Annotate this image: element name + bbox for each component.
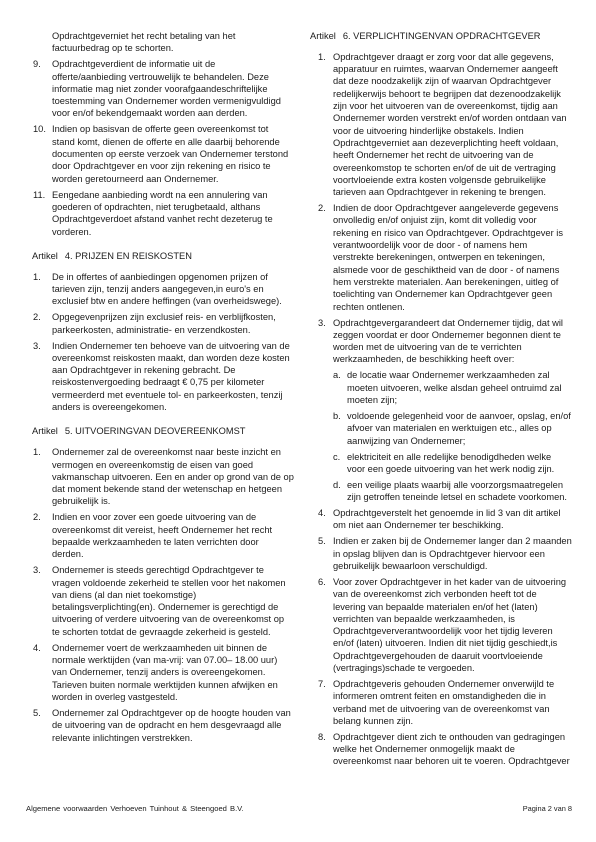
sub-clause-body [347, 479, 574, 504]
clause-item [33, 189, 298, 238]
clause-text-line: reiskostenvergoeding bedraagt € 0,75 per kilometer [52, 377, 265, 388]
article-label: Artikel [310, 31, 336, 41]
article-title: 4. PRIJZEN EN REISKOSTEN [64, 250, 192, 261]
clause-text-line: anders is overeengekomen. [52, 402, 167, 413]
sub-clause-item [333, 451, 574, 476]
clause-text-line: tarieven aan Opdrachtgever in rekening te brengen. [333, 187, 546, 198]
sub-clause-letter: a. [333, 370, 341, 381]
article-title: 5. UITVOERINGVAN DEOVEREENKOMST [64, 426, 246, 437]
clause-text-line: welke het Ondernemer onmogelijk maakt de [333, 744, 515, 755]
sub-clause-body [347, 410, 574, 447]
clause-text-line: tarieven zijn, tenzij anders aangegeven,in euro's en [52, 284, 264, 294]
clause-body [333, 51, 574, 199]
clause-number: 3. [33, 340, 41, 351]
clause-text-line: Opdrachtgeverstelt het genoemde in lid 3 van dit artikel [333, 508, 561, 519]
clause-continuation [33, 30, 298, 55]
clause-text-line: documenten op eerste verzoek van Ondernemer terstond [52, 149, 289, 160]
clause-number: 2. [318, 203, 326, 214]
clause-item [33, 123, 298, 184]
clause-text-line: toelichting van Ondernemer kan Opdrachtgever geen [333, 289, 553, 300]
clause-text-line: hem verstrekte materialen. Aan berekeningen, uitleg of [333, 276, 559, 287]
clause-number: 5. [33, 707, 41, 718]
clause-item [33, 511, 298, 560]
clause-text-line: overeenkomstop te schorten en/of de uit de vertraging [333, 162, 556, 173]
footer-document-title: Algemene voorwaarden Verhoeven Tuinhout & Steengoed B.V. [26, 804, 244, 813]
clause-body [333, 535, 574, 572]
clause-number: 3. [318, 317, 326, 328]
clause-text-line: Opdrachtgevergarandeert dat Ondernemer tijdig, dat wil [333, 317, 563, 328]
clause-item [33, 311, 298, 336]
clause-text-line: Opdrachtgeverdoet afstand vanhet recht dezeterug te [52, 214, 273, 225]
sub-clause-text-line: moeten uitvoeren, welke alsdan geheel ontruimd zal [347, 382, 562, 393]
clause-text-line: aan Opdrachtgever in rekening gebracht. De [52, 365, 236, 376]
clause-text-line: Opdrachtgeverdient de informatie uit de [52, 59, 216, 70]
clause-text-line: normale werktijden (van ma-vrij: van 07.00– 18.00 uur) [52, 655, 278, 666]
clause-text-line: vorderen. [52, 226, 92, 237]
clause-body [333, 317, 574, 504]
clause-text-line: voor en/of bekendgemaakt worden aan derden. [52, 108, 248, 119]
clause-text-line: Eengedane aanbieding wordt na een annulering van [52, 189, 268, 200]
clause-body [52, 30, 298, 55]
sub-clause-body [347, 451, 574, 476]
clause-text-line: in opslag blijven dan is Opdrachtgever hiervoor een [333, 548, 545, 559]
sub-clause-text-line: elektriciteit en alle redelijke benodigdheden welke [347, 451, 552, 462]
sub-clause-text-line: moeten zijn; [347, 394, 398, 405]
clause-text-line: heeft Ondernemer het recht de uitvoering van de [333, 150, 534, 161]
clause-text-line: Indien Ondernemer ten behoeve van de uitvoering van de [52, 340, 290, 351]
clause-text-line: alsmede voor de geschiktheid van de door - of namens [333, 264, 560, 275]
sub-clause-item [333, 410, 574, 447]
clause-text-line: verrichten van bepaalde werkzaamheden, is [333, 613, 515, 624]
clause-item [33, 340, 298, 414]
sub-clause-letter: b. [333, 410, 341, 421]
clause-text-line: vermeerderd met eventuele tol- en parkeerkosten, tenzij [52, 389, 283, 400]
sub-clause-text-line: voor een goede uitvoering van het werk nodig zijn. [347, 463, 555, 474]
clause-text-line: relevante inlichtingen verstrekken. [52, 732, 193, 743]
clause-number: 1. [318, 51, 326, 62]
clause-number: 4. [33, 642, 41, 653]
clause-text-line: verstrekte berekeningen, ontwerpen en tekeningen, [333, 252, 545, 263]
clause-text-line: door Opdrachtgever en voor zijn rekening en risico te [52, 161, 271, 172]
clause-text-line: vermogen en overeenkomstig de eisen van goed [52, 459, 254, 470]
clause-text-line: Ondernemer worden verstrekt en/of worden ontdaan van [333, 113, 567, 124]
clause-body [52, 511, 298, 560]
clause-text-line: parkeerkosten, administratie- en verzendkosten. [52, 324, 251, 335]
article-label: Artikel [32, 426, 58, 437]
article-label: Artikel [32, 250, 58, 261]
left-text-column [33, 30, 298, 744]
sub-clause-text-line: een veilige plaats waarbij alle voorzorgsmaatregelen [347, 479, 564, 490]
clause-item [318, 202, 574, 313]
clause-text-line: Opdrachtgevergehouden de daaruit voortvloeiende [333, 650, 543, 661]
clause-text-line: redelijkerwijs behoort te begrijpen dat dezenoodzakelijk [333, 88, 561, 99]
clause-text-line: Indien de door Opdrachtgever aangeleverde gegevens [333, 203, 559, 214]
clause-text-line: Opdrachtgeverniet het recht betaling van het [52, 31, 236, 41]
clause-text-line: vragen voldoende zekerheid te stellen voor het nakomen [52, 577, 286, 588]
clause-text-line: van diens (al dan niet toekomstige) [52, 589, 197, 600]
clause-text-line: voor de uitvoering hinderlijke obstakels. Indien [333, 125, 524, 136]
sub-clause-letter: c. [333, 451, 341, 462]
clause-text-line: Opdrachtgever dient zich te onthouden van gedragingen [333, 731, 566, 742]
clause-text-line: verband met de uitvoering van de overeenkomst van [333, 703, 550, 714]
clause-item [33, 446, 298, 507]
clause-item [318, 317, 574, 504]
clause-number: 9. [33, 59, 41, 70]
clause-text-line: voortvloeiende extra kosten volgensde gebruikelijke [333, 174, 546, 185]
clause-text-line: Opdrachtgeverniet aan dezeverplichting heeft voldaan, [333, 137, 559, 148]
clause-text-line: informatie mag niet zonder voorafgaandeschriftelijke [52, 83, 268, 94]
sub-clause-text-line: voldoende gelegenheid voor de aanvoer, opslag, en/of [347, 410, 571, 421]
clause-text-line: dat moment bekende stand der wetenschap en hetgeen [52, 484, 283, 495]
clause-body [52, 311, 298, 336]
sub-clause-body [347, 369, 574, 406]
clause-body [52, 123, 298, 184]
clause-body [333, 731, 574, 768]
right-text-column [310, 30, 574, 768]
clause-body [52, 707, 298, 744]
clause-text-line: Tarieven buiten normale werktijden kunnen afwijken en [52, 679, 278, 690]
clause-text-line: verantwoordelijk voor de door - of namens hem [333, 240, 528, 251]
clause-number: 7. [318, 679, 326, 690]
clause-text-line: Ondernemer is steeds gerechtigd Opdrachtgever te [52, 565, 264, 576]
sub-clause-text-line: zijn getroffen teneinde letsel en schadete voorkomen. [347, 492, 567, 503]
clause-body [333, 576, 574, 674]
clause-text-line: zeggen voordat er door Ondernemer begonnen dient te [333, 329, 561, 340]
clause-text-line: Ondernemer zal Opdrachtgever op de hoogte houden van [52, 707, 291, 718]
clause-body [52, 446, 298, 507]
clause-text-line: apparatuur en ruimtes, waarvan Ondernemer aangeeft [333, 64, 558, 75]
clause-number: 2. [33, 312, 41, 323]
clause-text-line: bepaalde werkzaamheden te laten verrichten door [52, 537, 259, 547]
clause-text-line: Indien op basisvan de offerte geen overeenkomst tot [52, 124, 269, 135]
clause-text-line: van Ondernemer, tenzij anders is overeengekomen. [52, 667, 266, 678]
clause-text-line: zijn voor het uitvoeren van de overeenkomst, tijdig aan [333, 101, 558, 112]
clause-text-line: offerte/aanbieding vertrouwelijk te behandelen. Deze [52, 71, 269, 82]
clause-text-line: gebruikelijk bewaarloon verschuldigd. [333, 560, 488, 571]
clause-item [318, 507, 574, 532]
clause-number: 1. [33, 271, 41, 282]
clause-body [52, 189, 298, 238]
clause-text-line: Indien er zaken bij de Ondernemer langer dan 2 maanden [333, 536, 572, 547]
clause-text-line: te schorten totdat de gevraagde zekerheid is gesteld. [52, 626, 271, 637]
sub-clause-text-line: aanwijzing van Ondernemer; [347, 435, 466, 446]
clause-text-line: stand komt, dienen de offerte en alle daarbij behorende [52, 136, 280, 147]
clause-text-line: gebruikelijk is. [52, 496, 111, 507]
clause-text-line: toestemming van Ondernemer worden vermenigvuldigd [52, 96, 281, 107]
sub-clause-letter: d. [333, 479, 341, 490]
article-heading [32, 250, 298, 262]
clause-text-line: rechten ontlenen. [333, 301, 405, 312]
clause-number: 6. [318, 576, 326, 587]
clause-text-line: de uitvoering van de opdracht en hem desgevraagd alle [52, 720, 282, 731]
clause-text-line: rekening en risico van Opdrachtgever. Opdrachtgever is [333, 227, 563, 238]
clause-text-line: overeenkomst reiskosten maakt, dan worden deze kosten [52, 352, 290, 363]
clause-text-line: uitvoering of verdere uitvoering van de overeenkomst op [52, 614, 285, 625]
clause-text-line: belang kunnen zijn. [333, 715, 414, 726]
clause-body [52, 340, 298, 414]
clause-text-line: vakmanschap uitvoeren. Een en ander op grond van de op [52, 471, 294, 482]
clause-text-line: werkzaamheden, de beschikking heeft over: [333, 354, 515, 365]
clause-number: 8. [318, 731, 326, 742]
sub-clause-item [333, 479, 574, 504]
clause-number: 3. [33, 565, 41, 576]
clause-text-line: overeenkomst naar behoren uit te voeren. Opdrachtgever [333, 756, 570, 767]
clause-item [318, 678, 574, 727]
clause-text-line: dat deze noodzakelijk zijn of waarvan Opdrachtgever [333, 76, 552, 87]
sub-clause-item [333, 369, 574, 406]
clause-text-line: goederen of opdrachten, niet terugbetaald, althans [52, 201, 261, 212]
clause-item [318, 731, 574, 768]
clause-number [33, 30, 52, 55]
clause-text-line: Opdrachtgeveris gehouden Ondernemer onverwijld te [333, 679, 555, 690]
clause-text-line: van de overeenkomst zich verbonden heeft tot de [333, 589, 537, 600]
article-heading [32, 425, 298, 437]
sub-clause-text-line: de locatie waar Ondernemer werkzaamheden zal [347, 370, 550, 381]
clause-text-line: exclusief btw en andere heffingen (van overheidswege). [52, 296, 282, 307]
clause-item [318, 535, 574, 572]
clause-text-line: om niet aan Ondernemer ter beschikking. [333, 520, 504, 531]
article-heading [310, 30, 574, 42]
clause-body [333, 507, 574, 532]
clause-item [33, 58, 298, 119]
clause-number: 5. [318, 536, 326, 547]
clause-item [33, 271, 298, 308]
clause-text-line: Opdrachtgeververantwoordelijk voor het tijdig leveren [333, 626, 553, 637]
clause-text-line: Ondernemer voert de werkzaamheden uit binnen de [52, 642, 267, 653]
clause-text-line: derden. [52, 549, 84, 560]
clause-text-line: overeenkomst dit vereist, heeft Ondernemer het recht [52, 524, 273, 535]
footer-page-number: Pagina 2 van 8 [522, 804, 572, 813]
clause-text-line: Voor zover Opdrachtgever in het kader van de uitvoering [333, 576, 567, 587]
clause-text-line: (vertragings)schade te vergoeden. [333, 663, 475, 674]
clause-body [333, 202, 574, 313]
article-title: 6. VERPLICHTINGENVAN OPDRACHTGEVER [342, 31, 541, 41]
clause-text-line: worden met de uitvoering van de te verrichten [333, 342, 522, 353]
clause-number: 2. [33, 512, 41, 523]
clause-body [333, 678, 574, 727]
clause-text-line: worden in overleg vastgesteld. [52, 691, 178, 702]
clause-text-line: Opdrachtgever draagt er zorg voor dat alle gegevens, [333, 51, 554, 62]
clause-text-line: worden geretourneerd aan Ondernemer. [52, 173, 219, 184]
clause-text-line: De in offertes of aanbiedingen opgenomen prijzen of [52, 271, 268, 282]
clause-text-line: factuurbedrag op te schorten. [52, 43, 174, 54]
clause-item [318, 576, 574, 674]
clause-number: 10. [33, 124, 46, 135]
clause-item [318, 51, 574, 199]
clause-text-line: Ondernemer zal de overeenkomst naar beste inzicht en [52, 447, 281, 458]
clause-text-line: onvolledig en/of onjuist zijn, komt dit volledig voor [333, 215, 537, 226]
clause-number: 4. [318, 508, 326, 519]
sub-clause-text-line: afvoer van materialen en werktuigen etc., alles op [347, 423, 552, 434]
clause-body [52, 564, 298, 638]
clause-text-line: informeren omtrent feiten en omstandigheden die in [333, 691, 546, 702]
clause-item [33, 564, 298, 638]
clause-body [52, 58, 298, 119]
clause-number: 1. [33, 447, 41, 458]
clause-item [33, 642, 298, 703]
clause-text-line: Indien en voor zover een goede uitvoering van de [52, 512, 257, 523]
clause-text-line: en/of (laten) uitvoeren. Indien dit niet tijdig geschiedt,is [333, 638, 558, 649]
clause-number: 11. [33, 189, 46, 200]
clause-body [52, 642, 298, 703]
clause-text-line: levering van bepaalde materialen en/of het (laten) [333, 601, 538, 612]
clause-item [33, 707, 298, 744]
clause-text-line: Opgegevenprijzen zijn exclusief reis- en verblijfkosten, [52, 312, 276, 323]
clause-body [52, 271, 298, 308]
clause-text-line: betalingsverplichting(en). Ondernemer is gerechtigd de [52, 602, 279, 613]
